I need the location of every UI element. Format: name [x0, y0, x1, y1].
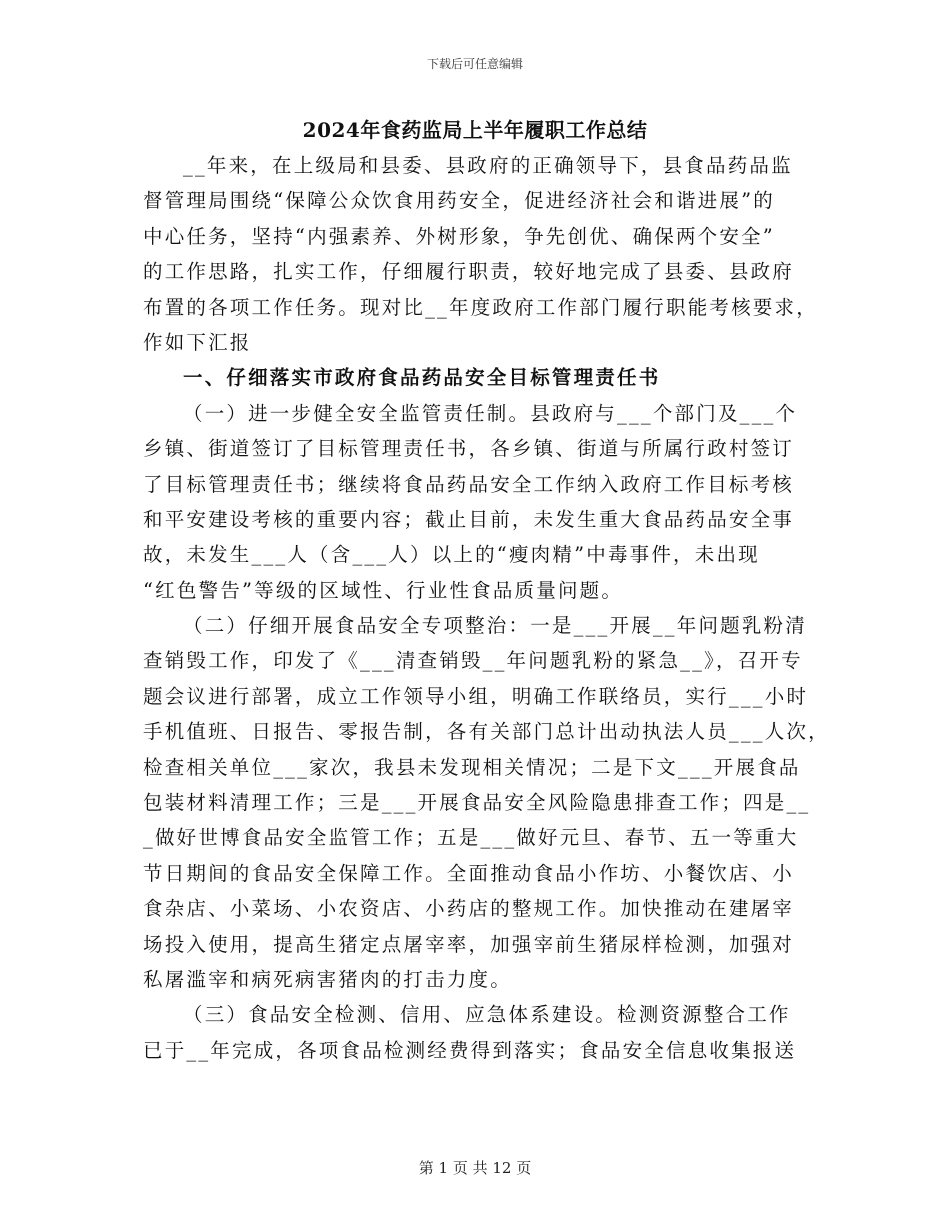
paragraph-line: __年来，在上级局和县委、县政府的正确领导下，县食品药品监	[183, 154, 793, 177]
paragraph-line: 查销毁工作，印发了《___清查销毁__年问题乳粉的紧急__》，召开专	[143, 649, 803, 673]
paragraph-line: “红色警告”等级的区域性、行业性食品质量问题。	[143, 578, 624, 602]
paragraph-line: （三）食品安全检测、信用、应急体系建设。检测资源整合工作	[183, 1003, 791, 1027]
paragraph-line: 场投入使用，提高生猪定点屠宰率，加强宰前生猪尿样检测，加强对	[143, 932, 795, 956]
paragraph-line: 布置的各项工作任务。现对比__年度政府工作部门履行职能考核要求，	[143, 295, 818, 319]
section-heading: 一、仔细落实市政府食品药品安全目标管理责任书	[183, 366, 661, 390]
paragraph-line: 检查相关单位___家次，我县未发现相关情况；二是下文___开展食品	[143, 755, 801, 779]
paragraph-line: 中心任务，坚持“内强素养、外树形象，争先创优、确保两个安全”	[143, 224, 775, 248]
paragraph-line: 手机值班、日报告、零报告制，各有关部门总计出动执法人员___人次，	[143, 720, 830, 744]
document-title: 2024年食药监局上半年履职工作总结	[302, 118, 648, 142]
paragraph-line: 私屠滥宰和病死病害猪肉的打击力度。	[143, 967, 512, 991]
paragraph-line: 故，未发生___人（含___人）以上的“瘦肉精”中毒事件，未出现	[143, 543, 760, 567]
paragraph-line: 了目标管理责任书；继续将食品药品安全工作纳入政府工作目标考核	[143, 472, 795, 496]
paragraph-line: 题会议进行部署，成立工作领导小组，明确工作联络员，实行___小时	[143, 684, 809, 708]
paragraph-line: 已于__年完成，各项食品检测经费得到落实；食品安全信息收集报送	[143, 1038, 797, 1062]
paragraph-line: 督管理局围绕“保障公众饮食用药安全，促进经济社会和谐进展”的	[143, 189, 775, 213]
paragraph-line: 乡镇、街道签订了目标管理责任书，各乡镇、街道与所属行政村签订	[143, 437, 795, 461]
paragraph-line: 的工作思路，扎实工作，仔细履行职责，较好地完成了县委、县政府	[143, 260, 795, 284]
paragraph-line: （一）进一步健全安全监管责任制。县政府与___个部门及___个	[183, 401, 798, 425]
paragraph-line: 节日期间的食品安全保障工作。全面推动食品小作坊、小餐饮店、小	[143, 861, 795, 885]
paragraph-line: _做好世博食品安全监管工作；五是___做好元旦、春节、五一等重大	[143, 826, 799, 850]
paragraph-line: （二）仔细开展食品安全专项整治：一是___开展__年问题乳粉清	[183, 614, 807, 638]
paragraph-line: 作如下汇报	[143, 330, 252, 354]
paragraph-line: 包装材料清理工作；三是___开展食品安全风险隐患排查工作；四是__	[143, 791, 811, 815]
header-note: 下载后可任意编辑	[426, 57, 523, 71]
paragraph-line: 食杂店、小菜场、小农资店、小药店的整规工作。加快推动在建屠宰	[143, 897, 795, 921]
document-body	[143, 148, 830, 1068]
paragraph-line: 和平安建设考核的重要内容；截止目前，未发生重大食品药品安全事	[143, 507, 795, 531]
page-number: 第 1 页 共 12 页	[418, 1159, 532, 1177]
